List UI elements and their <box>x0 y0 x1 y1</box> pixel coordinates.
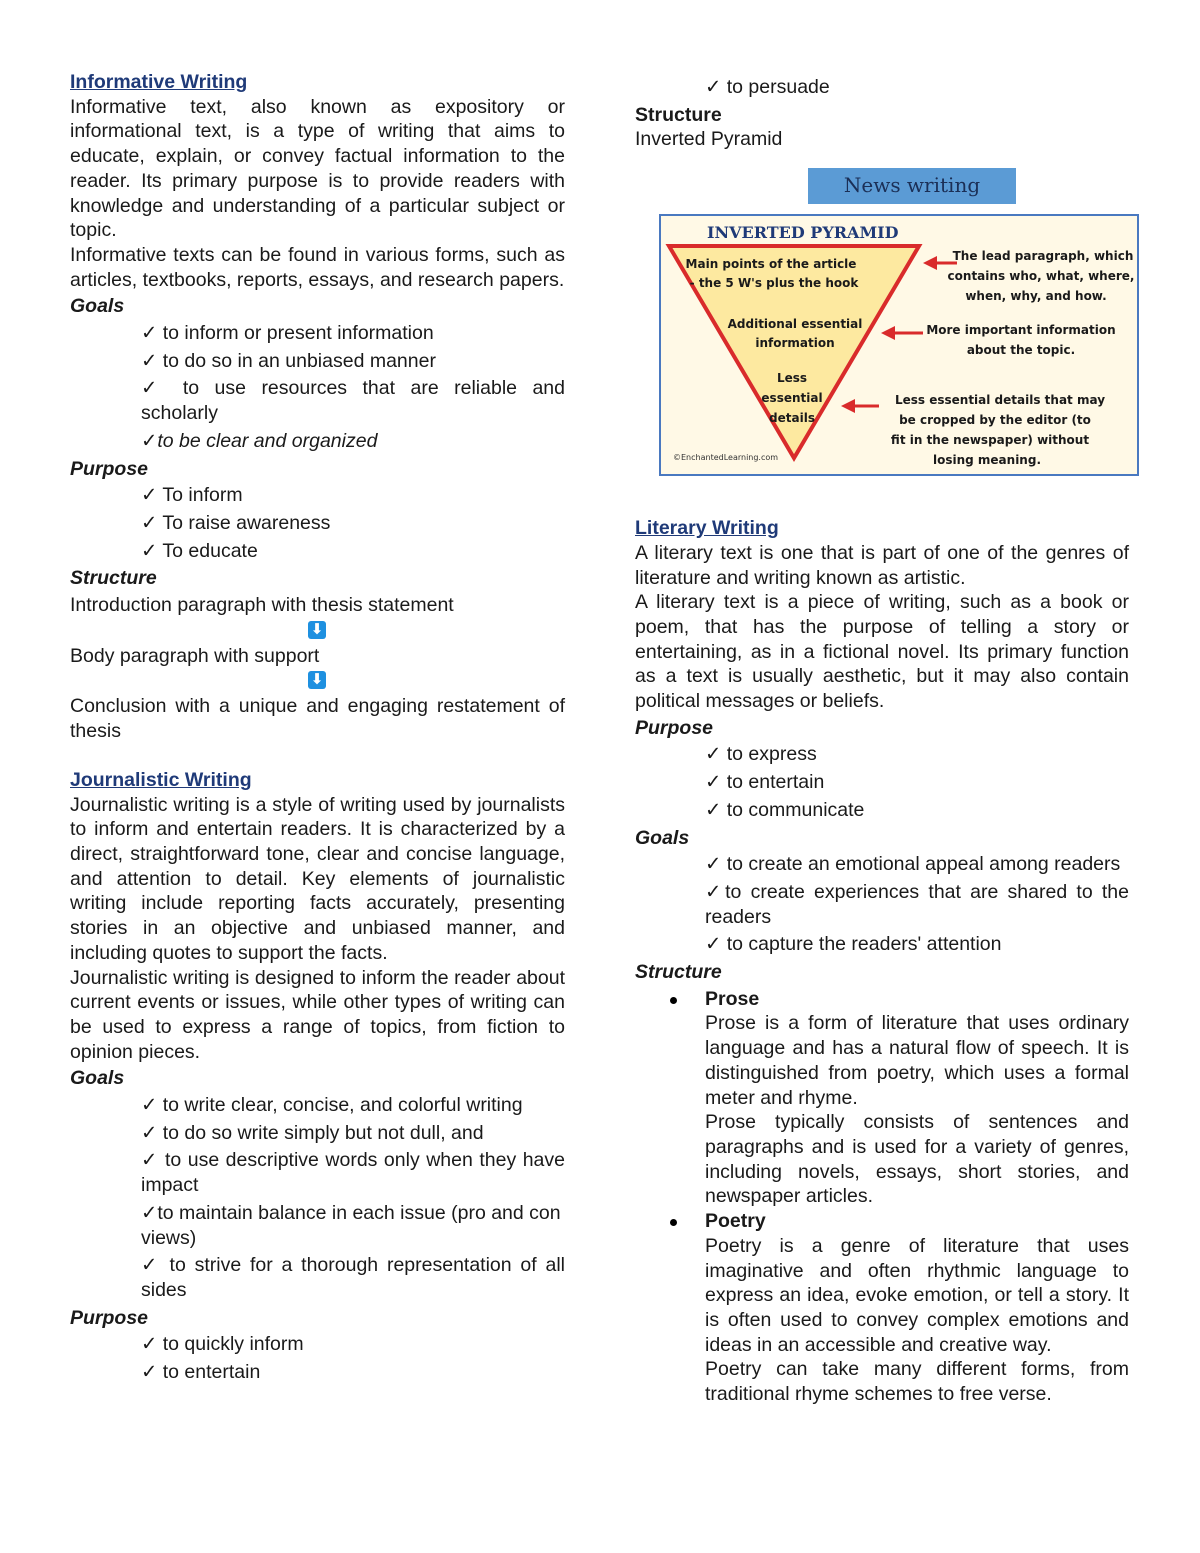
literary-purpose-label: Purpose <box>635 716 714 739</box>
list-item: ✓ to do so in an unbiased manner <box>141 349 436 372</box>
pyramid-heading: INVERTED PYRAMID <box>707 223 899 243</box>
inverted-pyramid-diagram <box>661 216 1141 478</box>
list-item: ✓ to persuade <box>705 76 830 98</box>
informative-intro-1: Informative text, also known as expository or informational text, is a type of writing that aims to educate, explain, or convey factual information to the reader. Its primary purpose is to provide readers with knowledge and understanding of a particular subject or topic. <box>70 95 565 242</box>
list-item: ✓ To raise awareness <box>141 511 331 534</box>
bullet-icon <box>670 997 677 1004</box>
note-less-line-4: losing meaning. <box>932 453 1042 468</box>
note-lead-line-1: The lead paragraph, which <box>952 249 1134 264</box>
literary-heading: Literary Writing <box>635 517 779 540</box>
journalistic-structure-value: Inverted Pyramid <box>635 128 783 151</box>
note-important-line-2: about the topic. <box>966 343 1076 358</box>
list-item: ✓to create experiences that are shared to the readers <box>705 880 1129 928</box>
list-item: ✓ to entertain <box>141 1361 261 1384</box>
prose-paragraph-1: Prose is a form of literature that uses ordinary language and has a natural flow of speech. It is distinguished from poetry, which uses a formal meter and rhyme. <box>705 1012 1129 1109</box>
literary-goals-label: Goals <box>635 826 690 849</box>
list-item: ✓ to quickly inform <box>141 1333 304 1356</box>
note-lead-line-3: when, why, and how. <box>965 289 1107 304</box>
journalistic-goals-list <box>70 1093 565 1303</box>
arrow-down-icon: ⬇ <box>308 671 326 689</box>
list-item: ✓ To inform <box>141 484 243 507</box>
informative-goals-list <box>70 321 565 454</box>
poetry-paragraph-1: Poetry is a genre of literature that uses imaginative and often rhythmic language to express an idea, evoke emotion, or tell a story. It is often used to convey complex emotions and ideas in an accessible and creative way. <box>705 1234 1129 1356</box>
list-item <box>635 987 1129 1209</box>
journalistic-purpose-list-continued <box>635 75 1129 100</box>
poetry-title: Poetry <box>705 1210 766 1233</box>
list-item: ✓to be clear and organized <box>141 429 378 452</box>
pyramid-top-line-1: Main points of the article <box>685 257 857 272</box>
list-item-continuation: views) <box>141 1226 197 1249</box>
list-item: ✓ to strive for a thorough representation of all sides <box>141 1254 565 1301</box>
inverted-pyramid-figure <box>635 168 1135 498</box>
list-item: ✓ to use descriptive words only when they have impact <box>141 1149 565 1197</box>
list-item: ✓ to communicate <box>705 798 865 821</box>
journalistic-purpose-label: Purpose <box>70 1306 149 1329</box>
literary-structure-label: Structure <box>635 961 722 984</box>
informative-structure-label: Structure <box>70 567 157 590</box>
journalistic-heading: Journalistic Writing <box>70 768 252 791</box>
list-item: ✓ to use resources that are reliable and scholarly <box>141 377 565 425</box>
note-lead-line-2: contains who, what, where, <box>947 269 1135 284</box>
structure-step-conclusion: Conclusion with a unique and engaging restatement of thesis <box>70 695 565 743</box>
pyramid-low-line-1: Less <box>776 371 808 386</box>
structure-step-body: Body paragraph with support <box>70 644 320 667</box>
literary-purpose-list <box>635 742 1129 822</box>
list-item: ✓ to do so write simply but not dull, and <box>141 1121 484 1144</box>
literary-intro-2: A literary text is a piece of writing, such as a book or poem, that has the purpose of telling a story or entertaining, as in a fictional novel. Its primary function as a text is usually aesthetic, but it may also contain political messages or beliefs. <box>635 591 1129 713</box>
bullet-icon <box>670 1219 677 1226</box>
pyramid-low-line-3: details <box>769 411 815 426</box>
figure-credit: ©EnchantedLearning.com <box>673 453 779 463</box>
right-column <box>635 75 1135 1407</box>
list-item <box>635 1209 1129 1407</box>
informative-purpose-list <box>70 483 565 563</box>
list-item: ✓ To educate <box>141 539 258 562</box>
list-item: ✓ to capture the readers' attention <box>705 933 1002 956</box>
informative-goals-label: Goals <box>70 295 125 318</box>
literary-intro-1: A literary text is one that is part of one of the genres of literature and writing known as artistic. <box>635 541 1129 589</box>
journalistic-structure-label: Structure <box>635 103 722 126</box>
journalistic-intro-1: Journalistic writing is a style of writing used by journalists to inform and entertain readers. It is characterized by a direct, straightforward tone, clear and concise language, and attention to detail. Key elements of journalistic writing include reporting facts accurately, presenting stories in an objective and unbiased manner, and including quotes to support the facts. <box>70 793 565 964</box>
note-less-line-2: be cropped by the editor (to <box>899 413 1091 428</box>
journalistic-purpose-list <box>70 1332 565 1384</box>
structure-step-intro: Introduction paragraph with thesis statement <box>70 594 454 617</box>
figure-title: News writing <box>808 168 1016 204</box>
arrow-left-icon-head <box>881 326 895 340</box>
note-less-line-1: Less essential details that may <box>894 393 1106 408</box>
list-item: ✓ to entertain <box>705 771 825 794</box>
pyramid-low-line-2: essential <box>761 391 823 406</box>
list-item: ✓ to inform or present information <box>141 322 434 345</box>
arrow-left-icon-head <box>923 256 937 270</box>
list-item: ✓ to express <box>705 743 817 766</box>
poetry-paragraph-2: Poetry can take many different forms, from traditional rhyme schemes to free verse. <box>705 1358 1129 1406</box>
arrow-down-icon: ⬇ <box>308 621 326 639</box>
list-item: ✓ to write clear, concise, and colorful writing <box>141 1094 523 1117</box>
list-item: ✓to maintain balance in each issue (pro and con <box>141 1201 561 1224</box>
informative-purpose-label: Purpose <box>70 457 149 480</box>
note-important-line-1: More important information <box>926 323 1116 338</box>
prose-paragraph-2: Prose typically consists of sentences and paragraphs and is used for a variety of genres, including novels, essays, short stories, and newspaper articles. <box>705 1111 1129 1208</box>
left-column <box>70 70 565 1388</box>
list-item: ✓ to create an emotional appeal among readers <box>705 853 1121 876</box>
prose-title: Prose <box>705 987 760 1010</box>
pyramid-mid-line-1: Additional essential <box>727 317 863 332</box>
figure-box <box>659 214 1139 476</box>
literary-structure-list <box>635 987 1129 1407</box>
journalistic-intro-2: Journalistic writing is designed to inform the reader about current events or issues, while other types of writing can be used to express a range of topics, from fiction to opinion pieces. <box>70 966 565 1063</box>
arrow-left-icon-head <box>841 399 855 413</box>
pyramid-top-line-2: - the 5 W's plus the hook <box>689 276 859 291</box>
literary-goals-list <box>635 852 1129 957</box>
informative-heading: Informative Writing <box>70 71 248 93</box>
informative-intro-2: Informative texts can be found in various forms, such as articles, textbooks, reports, essays, and research papers. <box>70 243 565 291</box>
journalistic-goals-label: Goals <box>70 1067 125 1090</box>
pyramid-mid-line-2: information <box>755 336 835 351</box>
note-less-line-3: fit in the newspaper) without <box>890 433 1090 448</box>
